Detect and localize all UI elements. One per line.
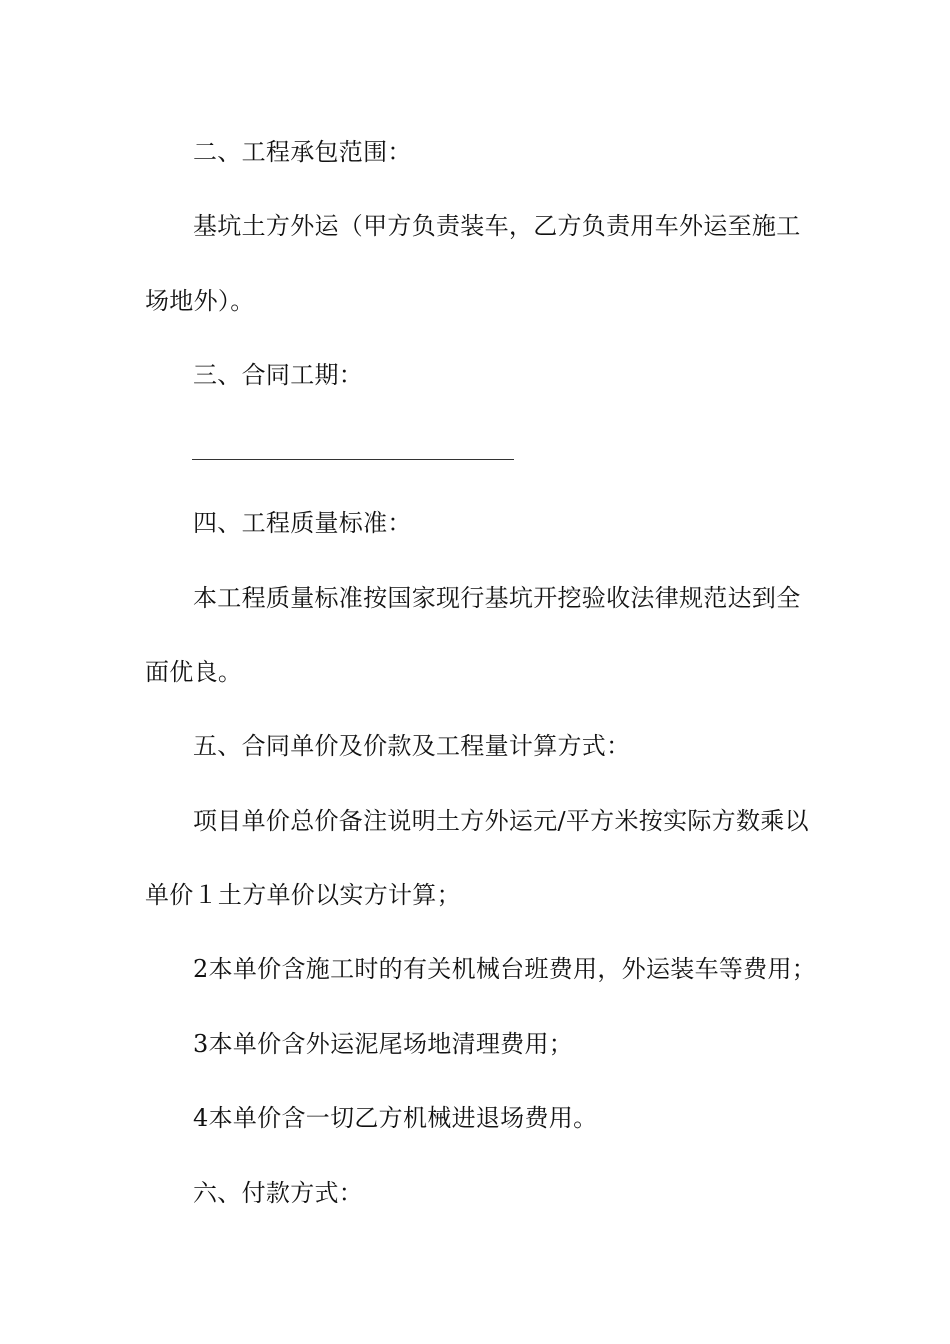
- section-heading-pricing: 五、合同单价及价款及工程量计算方式：: [193, 732, 631, 760]
- scope-text-line-1: 基坑土方外运（甲方负责装车，乙方负责用车外运至施工: [193, 212, 801, 240]
- pricing-text-line-1: 项目单价总价备注说明土方外运元/平方米按实际方数乘以: [193, 807, 809, 835]
- section-heading-scope: 二、工程承包范围：: [193, 138, 412, 166]
- section-heading-payment: 六、付款方式：: [193, 1179, 364, 1207]
- quality-text-line-1: 本工程质量标准按国家现行基坑开挖验收法律规范达到全: [193, 584, 801, 612]
- scope-text-line-2: 场地外）。: [145, 287, 255, 315]
- section-heading-quality: 四、工程质量标准：: [193, 509, 412, 537]
- pricing-text-line-2: 单价１土方单价以实方计算；: [145, 881, 461, 909]
- blank-fill-line: [192, 459, 514, 460]
- pricing-item-2: 2本单价含施工时的有关机械台班费用，外运装车等费用；: [193, 955, 817, 983]
- quality-text-line-2: 面优良。: [145, 658, 243, 686]
- pricing-item-4: 4本单价含一切乙方机械进退场费用。: [193, 1104, 598, 1132]
- pricing-item-3: 3本单价含外运泥尾场地清理费用；: [193, 1030, 574, 1058]
- section-heading-period: 三、合同工期：: [193, 361, 364, 389]
